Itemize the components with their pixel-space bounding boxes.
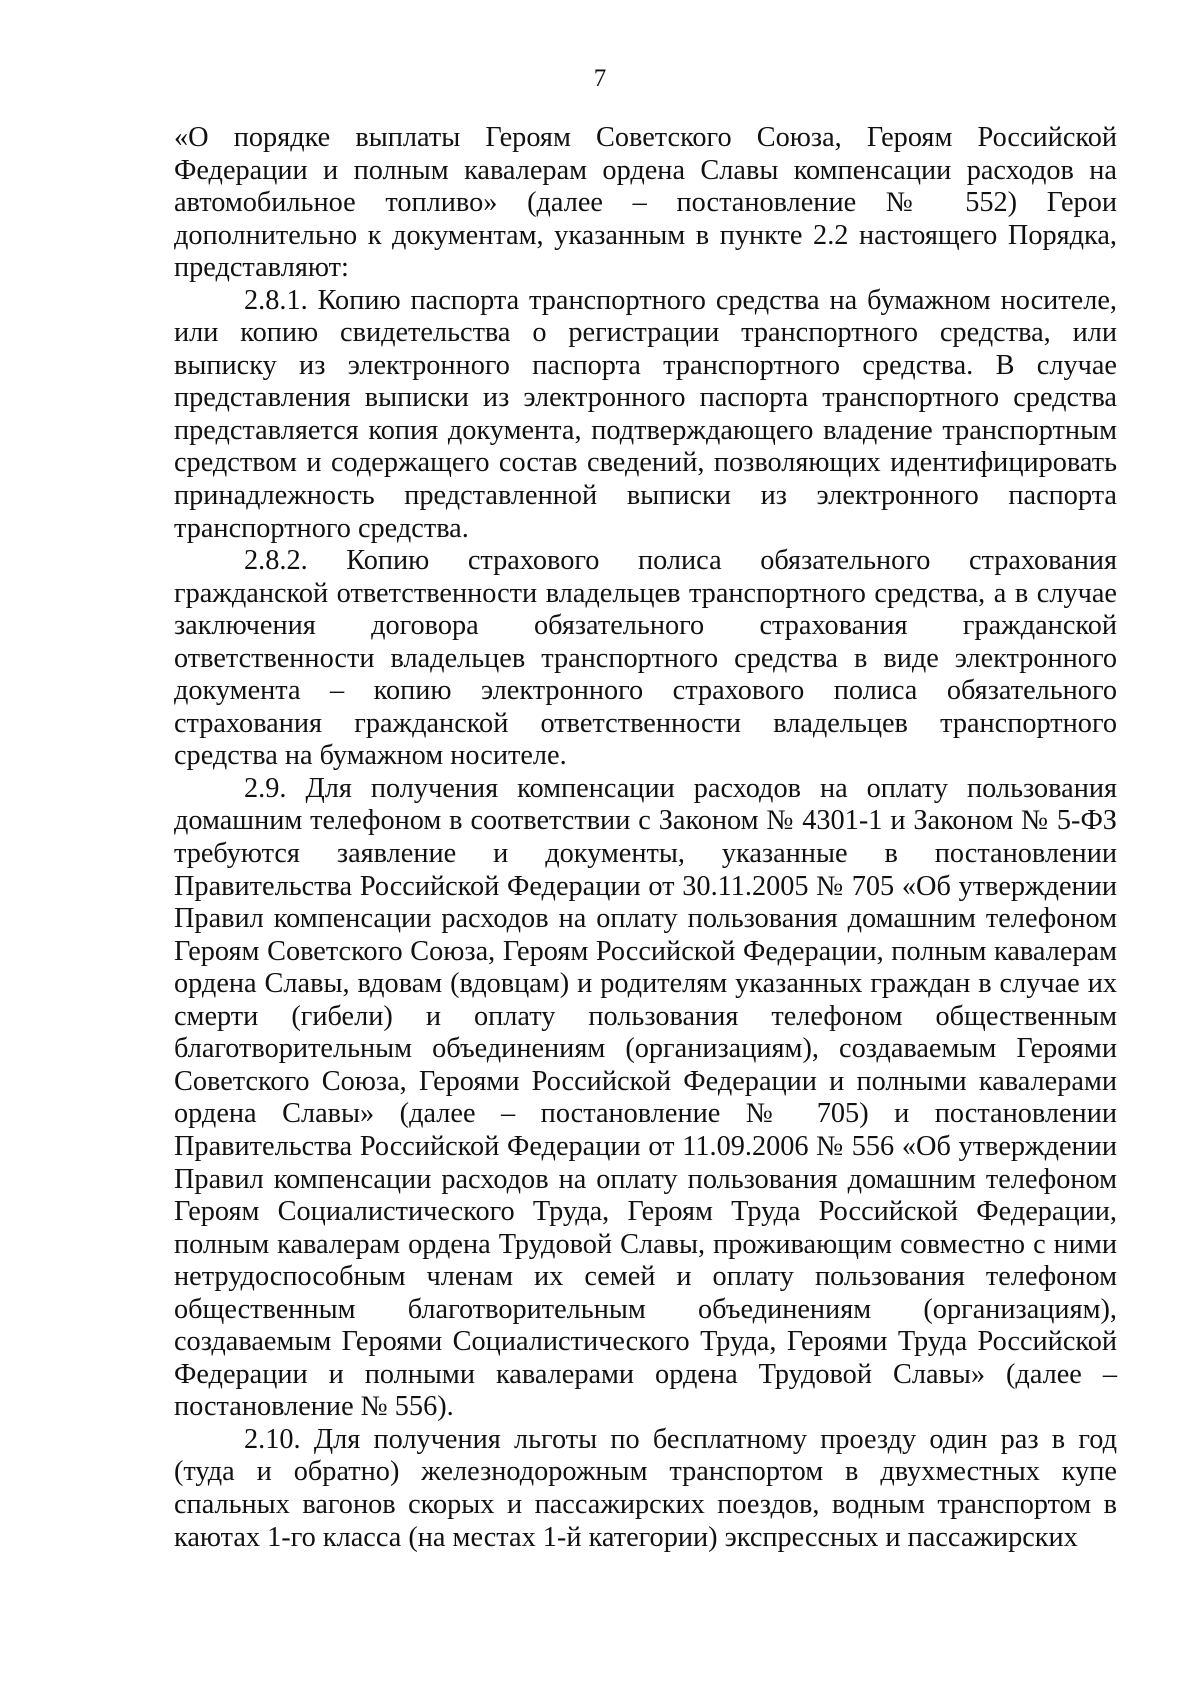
paragraph-2-8-1: 2.8.1. Копию паспорта транспортного средства на бумажном носителе, или копию свидетельства о регистрации транспортного средства, или выписку из электронного паспорта транспортного средства. В случае представления выписки из электронного паспорта транспортного средства представляется копия документа, подтверждающего владение транспортным средством и содержащего состав сведений, позволяющих идентифицировать принадлежность представленной выписки из электронного паспорта транспортного средства. xyxy=(174,284,1117,544)
paragraph-2-10: 2.10. Для получения льготы по бесплатному проезду один раз в год (туда и обратно) железнодорожным транспортом в двухместных купе спальных вагонов скорых и пассажирских поездов, водным транспортом в каютах 1-го класса (на местах 1-й категории) экспрессных и пассажирских xyxy=(174,1423,1117,1553)
paragraph-continuation: «О порядке выплаты Героям Советского Союза, Героям Российской Федерации и полным кавалерам ордена Славы компенсации расходов на автомобильное топливо» (далее – постановление № 552) Герои дополнительно к документам, указанным в пункте 2.2 настоящего Порядка, представляют: xyxy=(174,122,1117,284)
document-body xyxy=(174,122,1117,1554)
page-number: 7 xyxy=(593,65,607,92)
paragraph-2-8-2: 2.8.2. Копию страхового полиса обязательного страхования гражданской ответственности владельцев транспортного средства, а в случае заключения договора обязательного страхования гражданской ответственности владельцев транспортного средства в виде электронного документа – копию электронного страхового полиса обязательного страхования гражданской ответственности владельцев транспортного средства на бумажном носителе. xyxy=(174,545,1117,772)
paragraph-2-9: 2.9. Для получения компенсации расходов на оплату пользования домашним телефоном в соответствии с Законом № 4301-1 и Законом № 5-ФЗ требуются заявление и документы, указанные в постановлении Правительства Российской Федерации от 30.11.2005 № 705 «Об утверждении Правил компенсации расходов на оплату пользования домашним телефоном Героям Советского Союза, Героям Российской Федерации, полным кавалерам ордена Славы, вдовам (вдовцам) и родителям указанных граждан в случае их смерти (гибели) и оплату пользования телефоном общественным благотворительным объединениям (организациям), создаваемым Героями Советского Союза, Героями Российской Федерации и полными кавалерами ордена Славы» (далее – постановление № 705) и постановлении Правительства Российской Федерации от 11.09.2006 № 556 «Об утверждении Правил компенсации расходов на оплату пользования домашним телефоном Героям Социалистического Труда, Героям Труда Российской Федерации, полным кавалерам ордена Трудовой Славы, проживающим совместно с ними нетрудоспособным членам их семей и оплату пользования телефоном общественным благотворительным объединениям (организациям), создаваемым Героями Социалистического Труда, Героями Труда Российской Федерации и полными кавалерами ордена Трудовой Славы» (далее – постановление № 556). xyxy=(174,772,1117,1423)
